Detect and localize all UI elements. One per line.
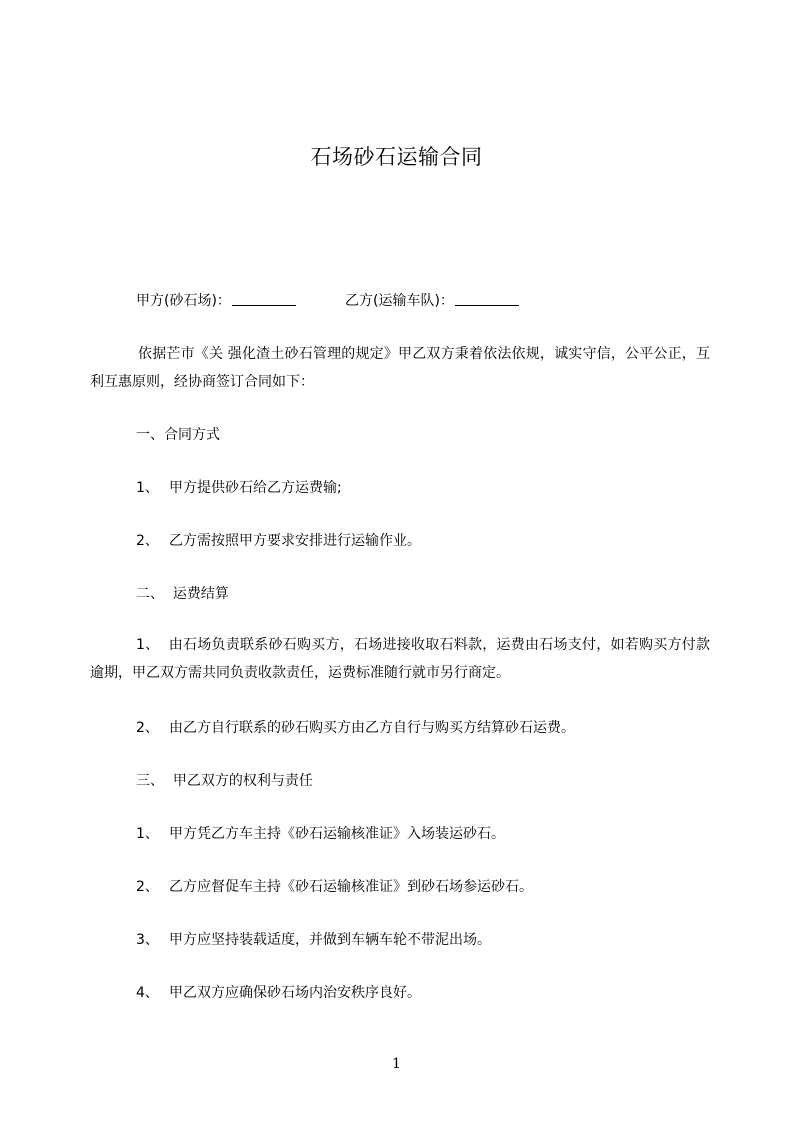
section-2-item-1: 1、 由石场负责联系砂石购买方，石场进接收取石料款，运费由石场支付，如若购买方付款逾期，甲乙双方需共同负责收款责任，运费标准随行就市另行商定。 <box>90 637 710 681</box>
section-3-item-1 <box>136 824 505 844</box>
item-number: 2、 <box>136 879 159 895</box>
section-3-item-2 <box>136 877 533 897</box>
section-3-item-3 <box>136 930 491 950</box>
item-text: 由乙方自行联系的砂石购买方由乙方自行与购买方结算砂石运费。 <box>169 720 575 736</box>
item-number: 4、 <box>136 985 159 1001</box>
section-2-heading: 二、 运费结算 <box>136 586 229 602</box>
item-number: 2、 <box>136 720 159 736</box>
item-number: 1、 <box>136 826 159 842</box>
section-1-heading: 一、合同方式 <box>136 427 220 443</box>
party-a-label: 甲方(砂石场)： <box>136 293 231 309</box>
party-b-field <box>345 291 519 311</box>
item-text: 乙方应督促车主持《砂石运输核准证》到砂石场参运砂石。 <box>169 879 533 895</box>
item-text: 甲方提供砂石给乙方运费输; <box>169 480 342 496</box>
section-3-heading: 三、 甲乙双方的权利与责任 <box>136 773 313 789</box>
section-1-item-1 <box>136 478 342 498</box>
item-number: 2、 <box>136 533 159 549</box>
section-1-item-2 <box>136 531 421 551</box>
parties-line <box>136 291 454 311</box>
page-number: 1 <box>392 1056 401 1072</box>
item-text: 甲方凭乙方车主持《砂石运输核准证》入场装运砂石。 <box>169 826 505 842</box>
item-number: 3、 <box>136 932 159 948</box>
intro-paragraph: 依据芒市《关 强化渣土砂石管理的规定》甲乙双方秉着依法依规，诚实守信，公平公正，互利互惠原则，经协商签订合同如下： <box>90 346 710 390</box>
item-text: 甲乙双方应确保砂石场内治安秩序良好。 <box>169 985 421 1001</box>
item-number: 1、 <box>136 480 159 496</box>
party-a-blank <box>232 291 296 306</box>
party-b-blank <box>455 291 519 306</box>
item-text: 甲方应坚持装载适度，并做到车辆车轮不带泥出场。 <box>169 932 491 948</box>
section-2-item-2 <box>136 718 575 738</box>
item-text: 乙方需按照甲方要求安排进行运输作业。 <box>169 533 421 549</box>
section-3-item-4 <box>136 983 421 1003</box>
party-b-label: 乙方(运输车队)： <box>345 293 454 309</box>
document-title: 石场砂石运输合同 <box>310 145 483 169</box>
